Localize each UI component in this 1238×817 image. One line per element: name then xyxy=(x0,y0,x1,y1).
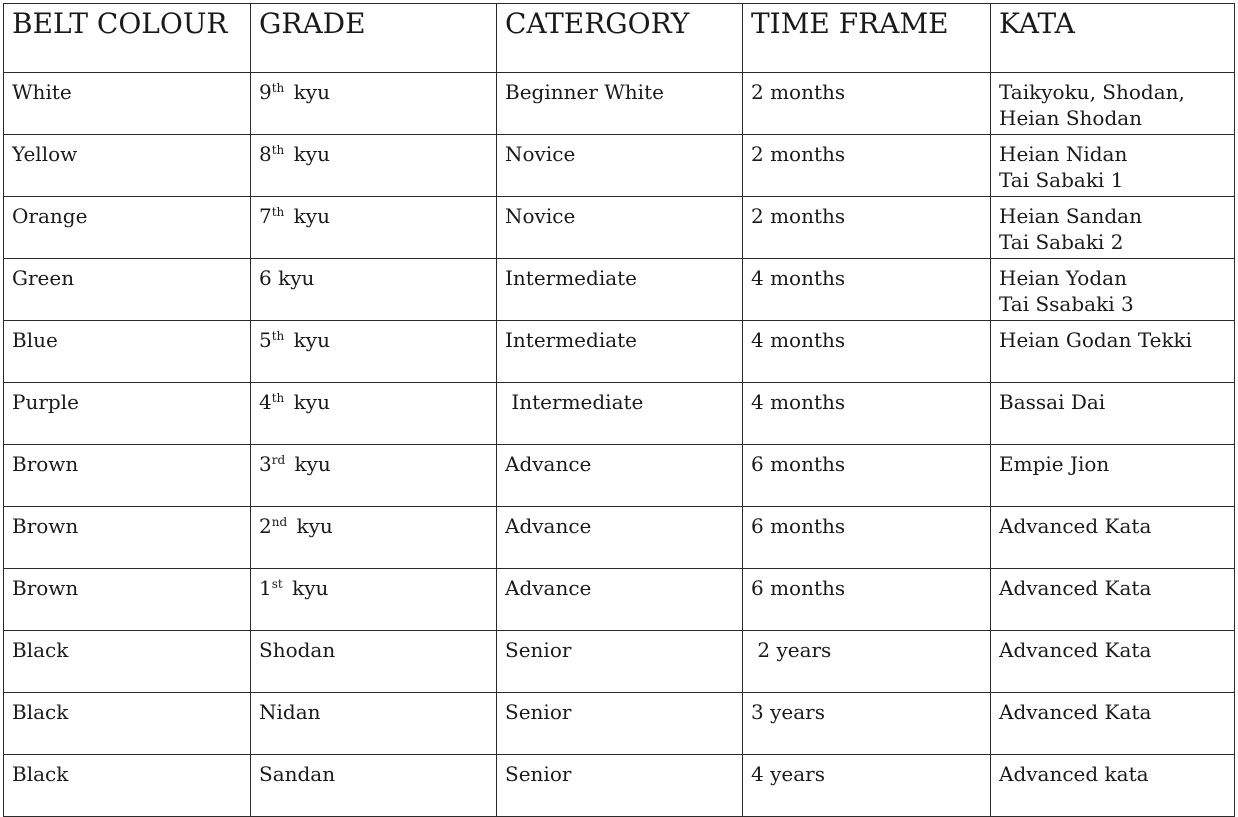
kata-cell xyxy=(991,507,1235,569)
kata-line: Advanced Kata xyxy=(999,576,1152,600)
kata-line: Advanced Kata xyxy=(999,638,1152,662)
time-frame-cell: 4 months xyxy=(743,321,991,383)
header-belt-colour: BELT COLOUR xyxy=(4,4,251,73)
grade-ordinal-suffix: th xyxy=(271,143,285,157)
grade-number: 6 kyu xyxy=(259,266,315,290)
belt-colour-cell: White xyxy=(4,73,251,135)
category-cell: Beginner White xyxy=(497,73,743,135)
time-frame-cell: 4 months xyxy=(743,383,991,445)
grade-number: 1 xyxy=(259,576,272,600)
time-frame-cell: 2 years xyxy=(743,631,991,693)
belt-colour-cell: Purple xyxy=(4,383,251,445)
grade-unit: kyu xyxy=(287,328,330,352)
grade-unit: kyu xyxy=(290,514,333,538)
time-frame-cell: 2 months xyxy=(743,73,991,135)
kata-cell xyxy=(991,755,1235,817)
grade-ordinal-suffix: nd xyxy=(271,515,288,529)
kata-line: Tai Sabaki 1 xyxy=(999,168,1124,192)
category-cell: Novice xyxy=(497,197,743,259)
table-row xyxy=(4,693,1235,755)
table-body xyxy=(4,73,1235,817)
kata-cell xyxy=(991,383,1235,445)
table-row xyxy=(4,631,1235,693)
table-row xyxy=(4,383,1235,445)
table-row xyxy=(4,73,1235,135)
kata-line: Tai Ssabaki 3 xyxy=(999,292,1134,316)
grade-cell xyxy=(251,197,497,259)
kata-line: Empie Jion xyxy=(999,452,1110,476)
belt-colour-cell: Black xyxy=(4,693,251,755)
header-time-frame: TIME FRAME xyxy=(743,4,991,73)
grade-cell xyxy=(251,73,497,135)
grade-ordinal-suffix: th xyxy=(271,329,285,343)
belt-colour-cell: Black xyxy=(4,631,251,693)
table-row xyxy=(4,321,1235,383)
table-row xyxy=(4,755,1235,817)
belt-colour-cell: Brown xyxy=(4,569,251,631)
category-cell: Senior xyxy=(497,631,743,693)
time-frame-cell: 3 years xyxy=(743,693,991,755)
grade-number: 4 xyxy=(259,390,272,414)
grade-cell xyxy=(251,383,497,445)
grade-ordinal-suffix: th xyxy=(271,81,285,95)
time-frame-cell: 4 months xyxy=(743,259,991,321)
kata-cell xyxy=(991,197,1235,259)
kata-cell xyxy=(991,259,1235,321)
category-cell: Intermediate xyxy=(497,321,743,383)
time-frame-cell: 6 months xyxy=(743,507,991,569)
grade-ordinal-suffix: st xyxy=(271,577,283,591)
kata-line: Advanced Kata xyxy=(999,514,1152,538)
kata-line: Tai Sabaki 2 xyxy=(999,230,1124,254)
grade-cell xyxy=(251,507,497,569)
grade-unit: kyu xyxy=(287,80,330,104)
category-cell: Intermediate xyxy=(497,259,743,321)
kata-line: Advanced Kata xyxy=(999,700,1152,724)
category-cell: Advance xyxy=(497,507,743,569)
belt-colour-cell: Green xyxy=(4,259,251,321)
header-kata: KATA xyxy=(991,4,1235,73)
grade-ordinal-suffix: th xyxy=(271,391,285,405)
grade-number: Shodan xyxy=(259,638,336,662)
kata-line: Heian Godan Tekki xyxy=(999,328,1193,352)
table-row xyxy=(4,135,1235,197)
category-cell: Novice xyxy=(497,135,743,197)
header-grade: GRADE xyxy=(251,4,497,73)
grade-unit: kyu xyxy=(287,142,330,166)
belt-colour-cell: Brown xyxy=(4,445,251,507)
kata-cell xyxy=(991,569,1235,631)
grade-number: 2 xyxy=(259,514,272,538)
table-row xyxy=(4,507,1235,569)
time-frame-cell: 4 years xyxy=(743,755,991,817)
belt-colour-cell: Brown xyxy=(4,507,251,569)
grade-cell xyxy=(251,259,497,321)
table-row xyxy=(4,259,1235,321)
grade-unit: kyu xyxy=(288,452,331,476)
grade-cell xyxy=(251,693,497,755)
grade-cell xyxy=(251,135,497,197)
grade-number: 3 xyxy=(259,452,272,476)
time-frame-cell: 6 months xyxy=(743,445,991,507)
kata-line: Heian Shodan xyxy=(999,106,1143,130)
kata-cell xyxy=(991,73,1235,135)
grade-cell xyxy=(251,631,497,693)
grade-ordinal-suffix: rd xyxy=(271,453,286,467)
kata-line: Advanced kata xyxy=(999,762,1149,786)
grade-unit: kyu xyxy=(287,204,330,228)
kata-line: Heian Nidan xyxy=(999,142,1128,166)
category-cell: Advance xyxy=(497,445,743,507)
grade-number: 7 xyxy=(259,204,272,228)
header-row xyxy=(4,4,1235,73)
grade-number: 8 xyxy=(259,142,272,166)
belt-grade-table xyxy=(3,3,1235,817)
table-row xyxy=(4,445,1235,507)
time-frame-cell: 2 months xyxy=(743,135,991,197)
time-frame-cell: 6 months xyxy=(743,569,991,631)
grade-cell xyxy=(251,569,497,631)
grade-unit: kyu xyxy=(285,576,329,600)
kata-line: Heian Sandan xyxy=(999,204,1142,228)
category-cell: Senior xyxy=(497,693,743,755)
belt-colour-cell: Blue xyxy=(4,321,251,383)
category-cell: Intermediate xyxy=(497,383,743,445)
kata-cell xyxy=(991,321,1235,383)
grade-number: Sandan xyxy=(259,762,336,786)
kata-line: Bassai Dai xyxy=(999,390,1106,414)
grade-number: 9 xyxy=(259,80,272,104)
grade-cell xyxy=(251,755,497,817)
category-cell: Advance xyxy=(497,569,743,631)
kata-line: Heian Yodan xyxy=(999,266,1127,290)
grade-number: 5 xyxy=(259,328,272,352)
kata-cell xyxy=(991,135,1235,197)
header-category: CATERGORY xyxy=(497,4,743,73)
kata-cell xyxy=(991,631,1235,693)
belt-colour-cell: Yellow xyxy=(4,135,251,197)
grade-cell xyxy=(251,445,497,507)
grade-cell xyxy=(251,321,497,383)
grade-unit: kyu xyxy=(287,390,330,414)
grade-number: Nidan xyxy=(259,700,321,724)
kata-cell xyxy=(991,445,1235,507)
grade-ordinal-suffix: th xyxy=(271,205,285,219)
table-row xyxy=(4,197,1235,259)
kata-line: Taikyoku, Shodan, xyxy=(999,80,1185,104)
category-cell: Senior xyxy=(497,755,743,817)
time-frame-cell: 2 months xyxy=(743,197,991,259)
belt-colour-cell: Black xyxy=(4,755,251,817)
kata-cell xyxy=(991,693,1235,755)
belt-colour-cell: Orange xyxy=(4,197,251,259)
table-row xyxy=(4,569,1235,631)
